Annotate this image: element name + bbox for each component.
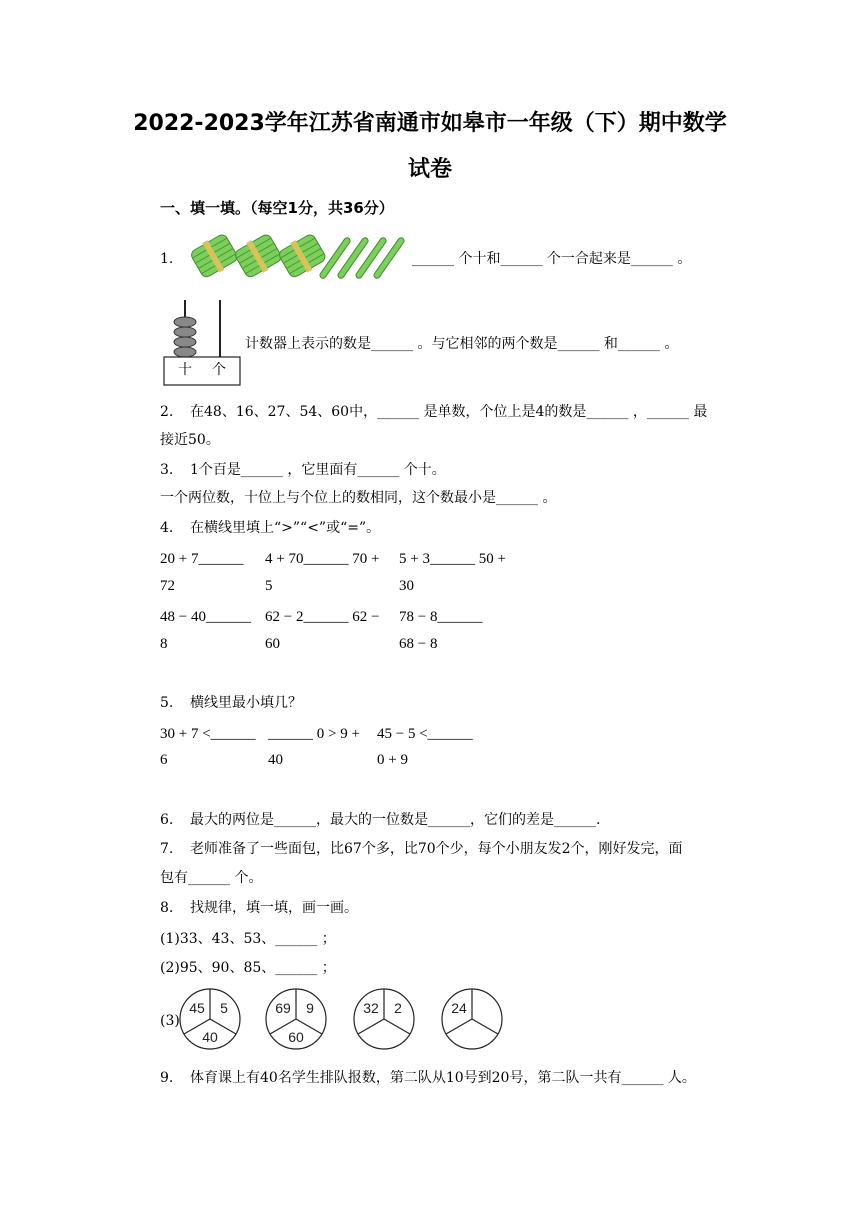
q5-instruction: 横线里最小填几？: [190, 695, 302, 711]
abacus-image: [163, 298, 243, 388]
q4-expr-cont: 30: [399, 578, 414, 594]
q7-line2: 包有______ 个。: [160, 870, 263, 886]
q4-expr: 48 − 40______: [160, 609, 251, 625]
q4-expr-cont: 72: [160, 578, 175, 594]
q8-part1: (1)33、43、53、______ ；: [160, 931, 336, 947]
question-number: 3.: [160, 462, 174, 478]
q5-expr: ______ 0 > 9 +: [268, 726, 360, 742]
q2-line1: 在48、16、27、54、60中，______ 是单数，个位上是4的数是______ ，______ 最: [190, 404, 708, 420]
page-title: 2022-2023学年江苏省南通市如皋市一年级（下）期中数学: [133, 111, 727, 136]
q8-part2: (2)95、90、85、______ ；: [160, 960, 336, 976]
circle3-a: 32: [363, 1000, 379, 1016]
q7-line1: 老师准备了一些面包，比67个多，比70个少，每个小朋友发2个，刚好发完，面: [190, 841, 683, 857]
q5-expr: 45 − 5 <______: [377, 726, 473, 742]
question-number: 5.: [160, 695, 174, 711]
question-number: 1.: [160, 251, 174, 267]
question-number: 9.: [160, 1070, 174, 1086]
circle2-b: 9: [306, 1000, 314, 1016]
abacus-label-tens: 十: [178, 362, 192, 378]
q8-part3-label: (3): [160, 1013, 180, 1029]
circle3-b: 2: [394, 1000, 402, 1016]
q4-expr-cont: 5: [265, 578, 273, 594]
q8-instruction: 找规律，填一填，画一画。: [190, 900, 358, 916]
question-number: 4.: [160, 520, 174, 536]
q9-text: 体育课上有40名学生排队报数，第二队从10号到20号，第二队一共有______ 人。: [190, 1070, 696, 1086]
q1-fill-text: ______ 个十和______ 个一合起来是______ 。: [412, 251, 692, 267]
q3-line2: 一个两位数，十位上与个位上的数相同，这个数最小是______ 。: [160, 490, 557, 506]
circle2-a: 69: [275, 1000, 291, 1016]
circle2-c: 60: [288, 1029, 304, 1045]
section-heading: 一、填一填。（每空1分，共36分）: [160, 199, 394, 217]
q4-expr: 62 − 2______ 62 −: [265, 609, 380, 625]
q4-expr-cont: 8: [160, 636, 168, 652]
circle1-b: 5: [220, 1000, 228, 1016]
q5-expr-cont: 6: [160, 752, 168, 768]
question-number: 8.: [160, 900, 174, 916]
bundled-sticks-image: [190, 228, 410, 286]
q3-line1: 1个百是______ ，它里面有______ 个十。: [190, 462, 446, 478]
circle4-a: 24: [451, 1000, 467, 1016]
q5-expr-cont: 40: [268, 752, 283, 768]
circle1-c: 40: [202, 1029, 218, 1045]
question-number: 6.: [160, 812, 174, 828]
abacus-label-ones: 个: [212, 362, 226, 378]
question-number: 2.: [160, 404, 174, 420]
q4-instruction: 在横线里填上“>”“<”或“=”。: [190, 520, 381, 536]
q4-expr: 78 − 8______: [399, 609, 483, 625]
q6-text: 最大的两位是______，最大的一位数是______，它们的差是______.: [190, 812, 601, 828]
q4-expr: 4 + 70______ 70 +: [265, 551, 380, 567]
q4-expr-cont: 68 − 8: [399, 636, 438, 652]
q5-expr-cont: 0 + 9: [377, 752, 408, 768]
q1-abacus-text: 计数器上表示的数是______ 。与它相邻的两个数是______ 和______ 。: [245, 336, 679, 352]
q4-expr-cont: 60: [265, 636, 280, 652]
q5-expr: 30 + 7 <______: [160, 726, 256, 742]
number-circles: [178, 988, 508, 1050]
circle1-a: 45: [189, 1000, 205, 1016]
page-title-continued: 试卷: [407, 157, 452, 182]
q4-expr: 5 + 3______ 50 +: [399, 551, 506, 567]
q4-expr: 20 + 7______: [160, 551, 244, 567]
question-number: 7.: [160, 841, 174, 857]
q2-line2: 接近50。: [160, 432, 220, 448]
